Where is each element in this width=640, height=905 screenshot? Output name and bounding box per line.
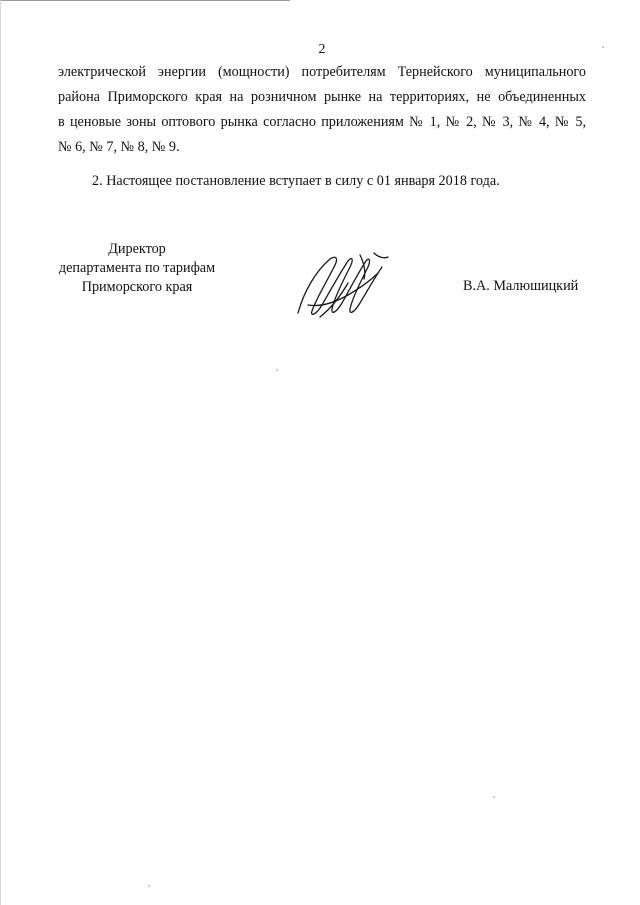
signatory-name: В.А. Малюшицкий — [463, 278, 579, 294]
scan-edge-top — [0, 0, 290, 1]
signatory-title-line: Приморского края — [81, 279, 193, 295]
signatory-title — [52, 240, 222, 297]
scan-speck — [276, 369, 278, 371]
document-body — [58, 60, 586, 194]
signatory-title-line: Директор — [108, 241, 166, 257]
page-number: 2 — [318, 42, 326, 57]
paragraph-line: № 6, № 7, № 8, № 9. — [58, 139, 180, 155]
handwritten-signature-icon — [290, 243, 390, 325]
signatory-title-line: департамента по тарифам — [58, 260, 216, 276]
scan-speck — [602, 46, 604, 48]
paragraph-effective-date: 2. Настоящее постановление вступает в силу с 01 января 2018 года. — [92, 173, 500, 189]
scan-speck — [148, 885, 150, 887]
paragraph-continuation — [58, 60, 586, 160]
paragraph-line: района Приморского края на розничном рынке на территориях, не объединенных — [58, 89, 586, 105]
paragraph-line: электрической энергии (мощности) потребителям Тернейского муниципального — [58, 64, 586, 80]
scan-speck — [493, 796, 495, 798]
paragraph-line: в ценовые зоны оптового рынка согласно приложениям № 1, № 2, № 3, № 4, № 5, — [58, 114, 586, 130]
scan-edge-left — [0, 0, 1, 905]
